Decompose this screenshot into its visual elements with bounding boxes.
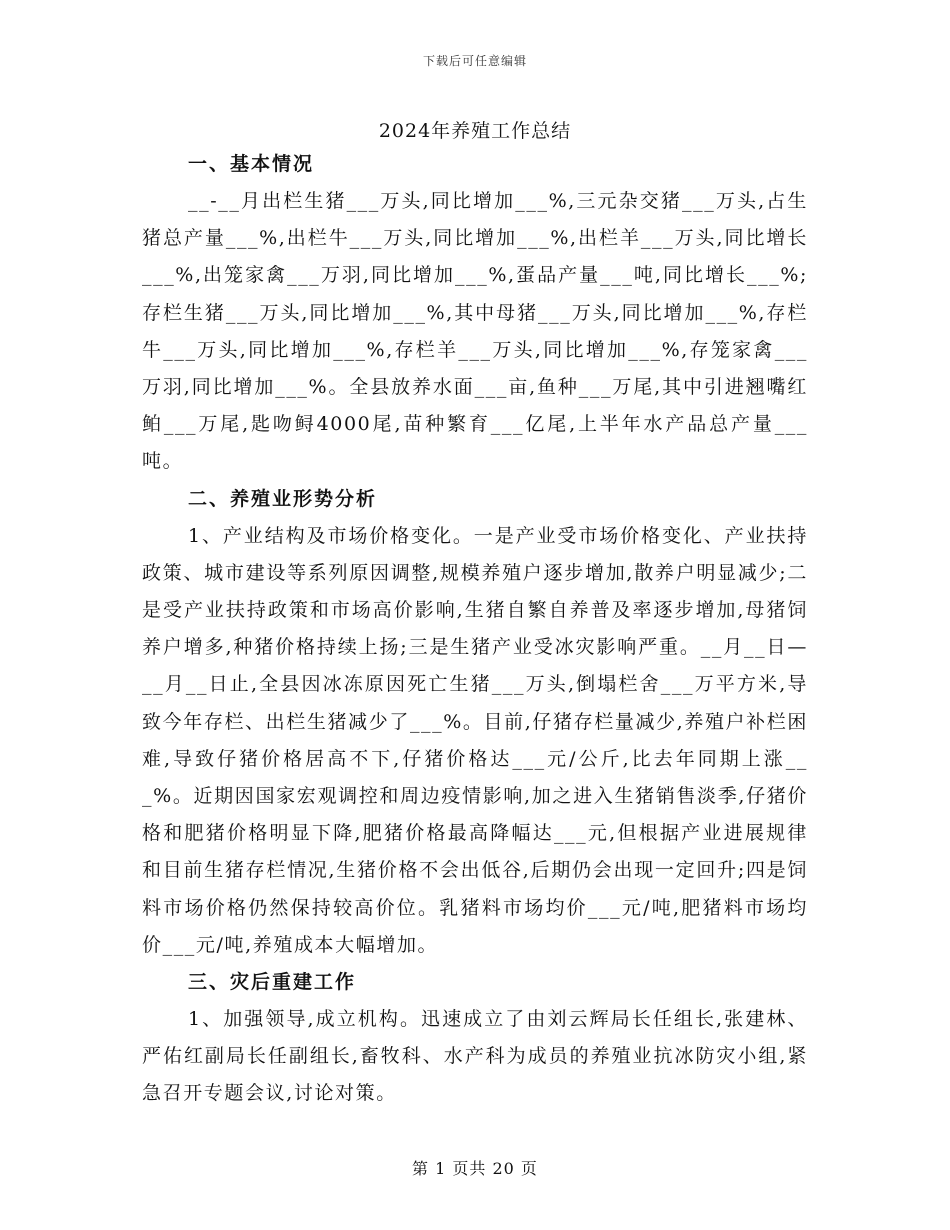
body-paragraph: __-__月出栏生猪___万头,同比增加___%,三元杂交猪___万头,占生猪总产量___%,出栏牛___万头,同比增加___%,出栏羊___万头,同比增长___%,出笼家禽___万羽,同比增加___%,蛋品产量___吨,同比增长___%;存栏生猪___万头,同比增加___%,其中母猪___万头,同比增加___%,存栏牛___万头,同比增加___%,存栏羊___万头,同比增加___%,存笼家禽___万羽,同比增加___%。全县放养水面___亩,鱼种___万尾,其中引进翘嘴红鲌___万尾,匙吻鲟4000尾,苗种繁育___亿尾,上半年水产品总产量___吨。 bbox=[142, 190, 808, 473]
section-heading: 二、养殖业形势分析 bbox=[188, 487, 378, 510]
document-title: 2024年养殖工作总结 bbox=[378, 120, 572, 142]
section-heading: 三、灾后重建工作 bbox=[188, 971, 357, 994]
section-heading: 一、基本情况 bbox=[188, 153, 315, 175]
page-number: 第 1 页共 20 页 bbox=[412, 1159, 538, 1178]
header-note: 下载后可任意编辑 bbox=[422, 54, 527, 68]
body-paragraph: 1、加强领导,成立机构。迅速成立了由刘云辉局长任组长,张建林、严佑红副局长任副组长,畜牧科、水产科为成员的养殖业抗冰防灾小组,紧急召开专题会议,讨论对策。 bbox=[142, 1008, 808, 1105]
document-body bbox=[142, 146, 808, 1113]
body-paragraph: 1、产业结构及市场价格变化。一是产业受市场价格变化、产业扶持政策、城市建设等系列原因调整,规模养殖户逐步增加,散养户明显减少;二是受产业扶持政策和市场高价影响,生猪自繁自养普及率逐步增加,母猪饲养户增多,种猪价格持续上扬;三是生猪产业受冰灾影响严重。__月__日—__月__日止,全县因冰冻原因死亡生猪___万头,倒塌栏舍___万平方米,导致今年存栏、出栏生猪减少了___%。目前,仔猪存栏量减少,养殖户补栏困难,导致仔猪价格居高不下,仔猪价格达___元/公斤,比去年同期上涨___%。近期因国家宏观调控和周边疫情影响,加之进入生猪销售淡季,仔猪价格和肥猪价格明显下降,肥猪价格最高降幅达___元,但根据产业进展规律和目前生猪存栏情况,生猪价格不会出低谷,后期仍会出现一定回升;四是饲料市场价格仍然保持较高价位。乳猪料市场均价___元/吨,肥猪料市场均价___元/吨,养殖成本大幅增加。 bbox=[142, 524, 808, 956]
